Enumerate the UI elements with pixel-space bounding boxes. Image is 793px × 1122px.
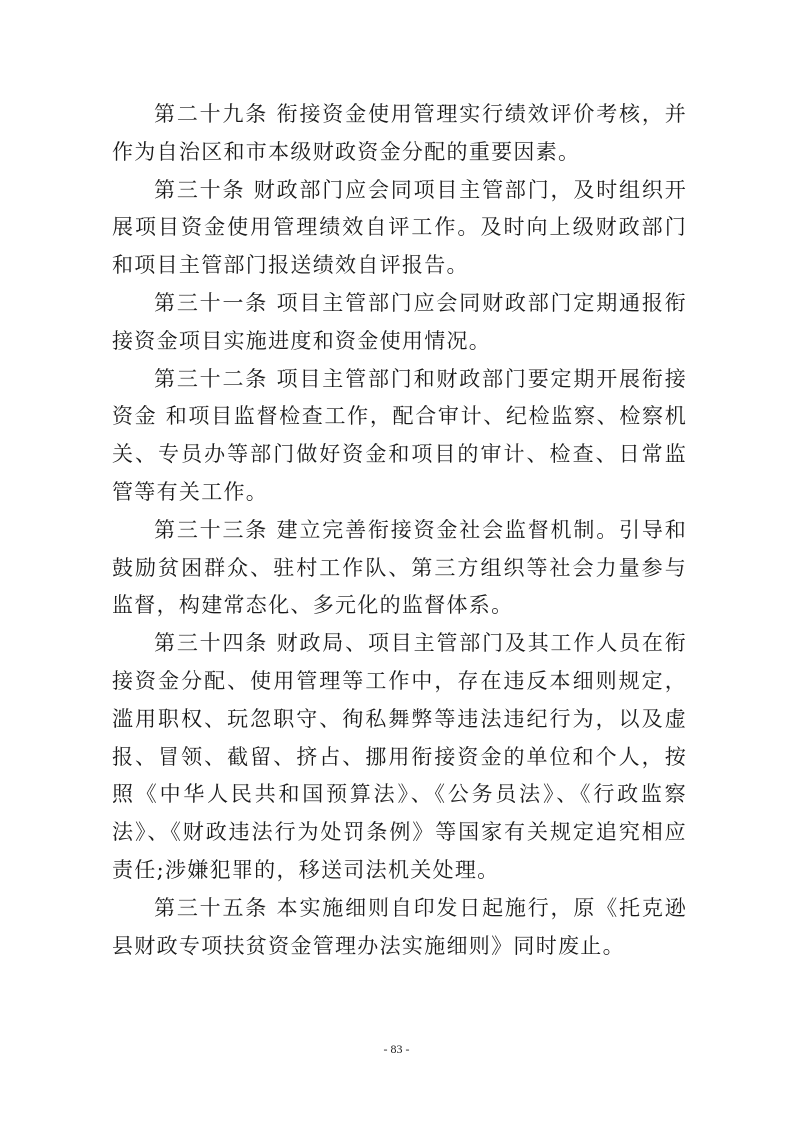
article-34: 第三十四条 财政局、项目主管部门及其工作人员在衔接资金分配、使用管理等工作中，存在违反本细则规定，滥用职权、玩忽职守、徇私舞弊等违法违纪行为，以及虚报、冒领、截留、挤占、挪用衔接资金的单位和个人，按照《中华人民共和国预算法》、《公务员法》、《行政监察法》、《财政违法行为处罚条例》等国家有关规定追究相应责任;涉嫌犯罪的，移送司法机关处理。 <box>112 631 687 882</box>
article-31: 第三十一条 项目主管部门应会同财政部门定期通报衔接资金项目实施进度和资金使用情况。 <box>112 290 687 353</box>
article-30: 第三十条 财政部门应会同项目主管部门，及时组织开展项目资金使用管理绩效自评工作。及时向上级财政部门和项目主管部门报送绩效自评报告。 <box>112 177 687 278</box>
document-body <box>112 96 687 965</box>
article-33: 第三十三条 建立完善衔接资金社会监督机制。引导和鼓励贫困群众、驻村工作队、第三方组织等社会力量参与监督，构建常态化、多元化的监督体系。 <box>112 517 687 618</box>
article-32: 第三十二条 项目主管部门和财政部门要定期开展衔接资金 和项目监督检查工作，配合审计、纪检监察、检察机关、专员办等部门做好资金和项目的审计、检查、日常监管等有关工作。 <box>112 366 687 504</box>
article-29: 第二十九条 衔接资金使用管理实行绩效评价考核，并作为自治区和市本级财政资金分配的重要因素。 <box>112 102 687 164</box>
article-35: 第三十五条 本实施细则自印发日起施行，原《托克逊县财政专项扶贫资金管理办法实施细则》同时废止。 <box>112 895 687 958</box>
page-number: - 83 - <box>383 1042 410 1056</box>
